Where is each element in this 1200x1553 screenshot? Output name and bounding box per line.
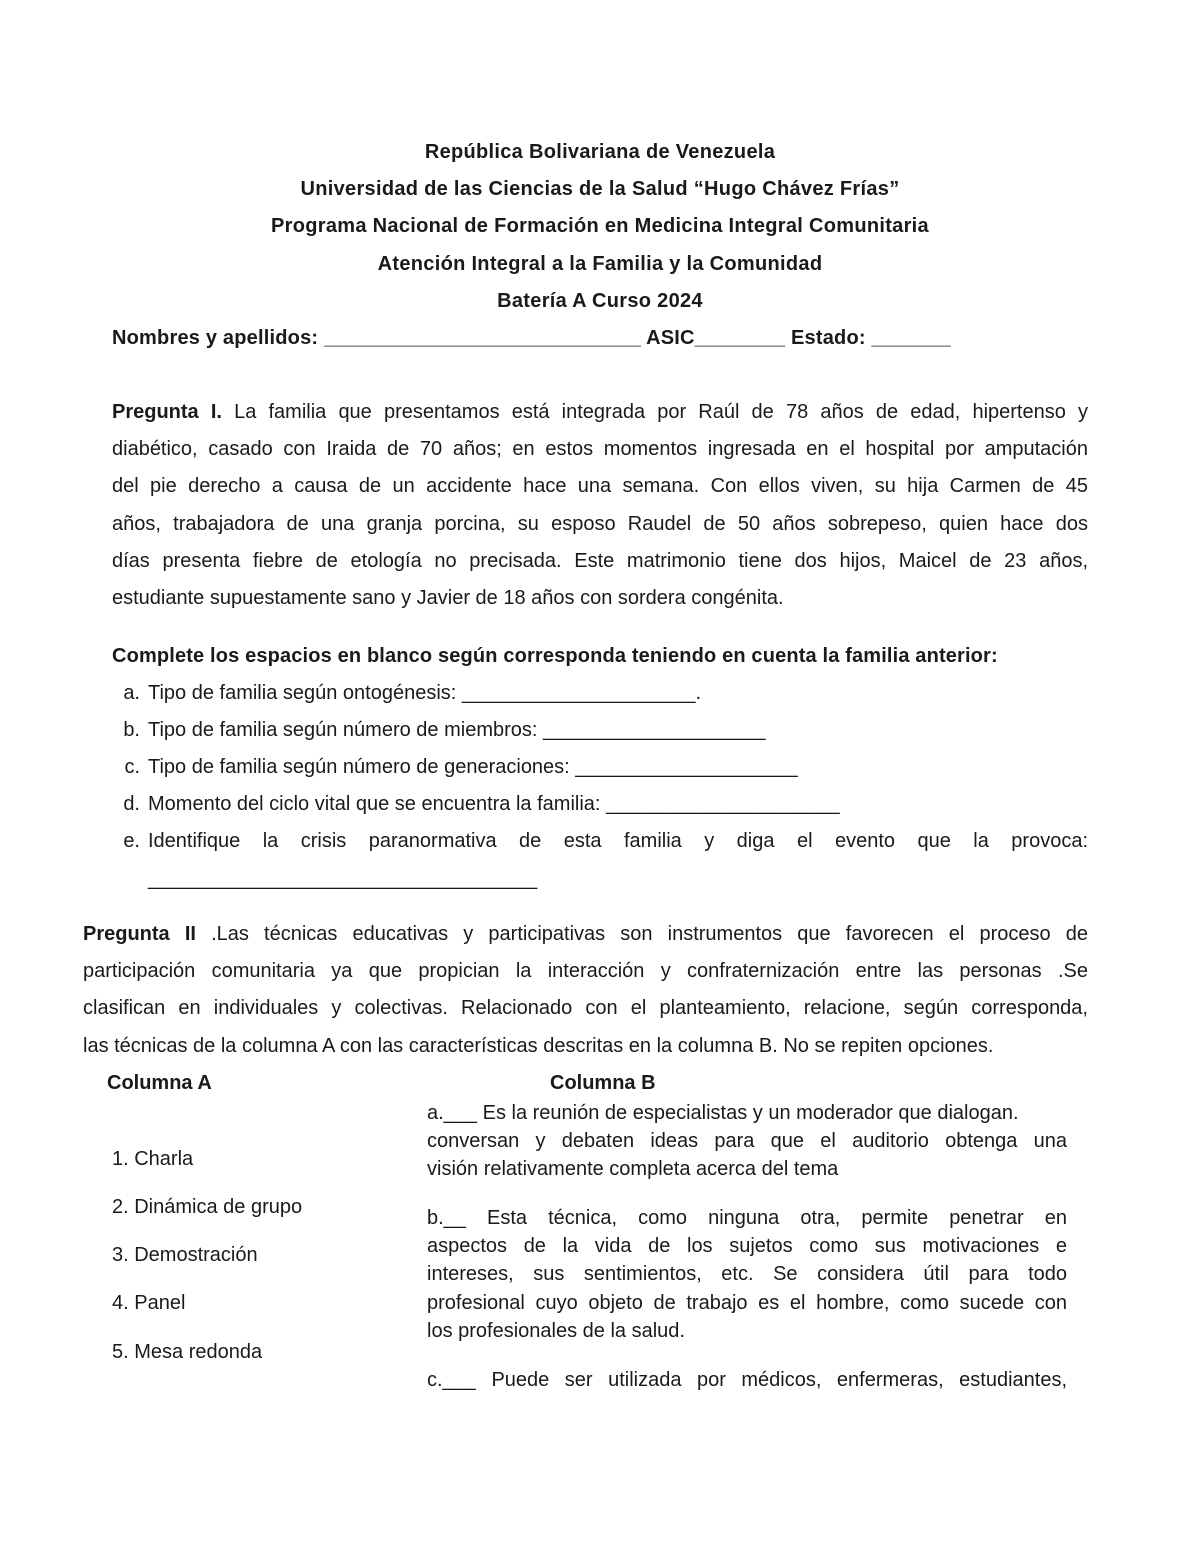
student-fields-line: Nombres y apellidos: ____________________________ ASIC________ Estado: _______ [112, 327, 951, 349]
header-program: Programa Nacional de Formación en Medicina Integral Comunitaria [271, 215, 929, 237]
pregunta-1-line: diabético, casado con Iraida de 70 años; en estos momentos ingresada en el hospital por amputación [112, 438, 1088, 461]
header-battery: Batería A Curso 2024 [497, 290, 703, 312]
column-b-title: Columna B [550, 1072, 656, 1094]
column-a-item: 1. Charla [112, 1148, 194, 1170]
pregunta-1-instruction: Complete los espacios en blanco según corresponda teniendo en cuenta la familia anterior: [112, 645, 998, 667]
column-a-item: 5. Mesa redonda [112, 1341, 263, 1363]
header-university: Universidad de las Ciencias de la Salud “Hugo Chávez Frías” [300, 178, 900, 200]
pregunta-1-label: Pregunta I. [112, 401, 222, 423]
list-item: b. Tipo de familia según número de miembros: ____________________ [123, 719, 766, 741]
column-a-item: 4. Panel [112, 1292, 186, 1314]
column-a-title: Columna A [107, 1072, 212, 1094]
list-item: d. Momento del ciclo vital que se encuentra la familia: _____________________ [123, 793, 840, 815]
column-a-item: 2. Dinámica de grupo [112, 1196, 303, 1218]
item-e-blank: ___________________________________ [148, 868, 538, 890]
pregunta-2-line: participación comunitaria ya que propician la interacción y confraternización entre las personas .Se [83, 960, 1088, 983]
pregunta-1-line: estudiante supuestamente sano y Javier de 18 años con sordera congénita. [112, 587, 784, 610]
pregunta-1-line: del pie derecho a causa de un accidente hace una semana. Con ellos viven, su hija Carmen de 45 [112, 475, 1088, 498]
list-item: a. Tipo de familia según ontogénesis: _____________________. [123, 682, 702, 704]
pregunta-1-paragraph [112, 394, 1088, 617]
header-country: República Bolivariana de Venezuela [424, 141, 776, 163]
pregunta-1-line: años, trabajadora de una granja porcina, su esposo Raudel de 50 años sobrepeso, quien hace dos [112, 512, 1088, 535]
list-item: e. Identifique la crisis paranormativa de esta familia y diga el evento que la provoca: [123, 830, 1088, 852]
pregunta-2-label: Pregunta II [83, 923, 196, 945]
pregunta-2-line: las técnicas de la columna A con las características descritas en la columna B. No se repiten opciones. [83, 1034, 994, 1057]
column-b-item: a.___ Es la reunión de especialistas y un moderador que dialogan. conversan y debaten ideas para que el auditorio obtenga una visión relativamente completa acerca del tema [427, 1102, 1067, 1181]
pregunta-1-line: Pregunta I. La familia que presentamos está integrada por Raúl de 78 años de edad, hipertenso y [112, 401, 1088, 423]
header-subject: Atención Integral a la Familia y la Comunidad [377, 253, 823, 275]
list-item: c. Tipo de familia según número de generaciones: ____________________ [124, 756, 798, 778]
pregunta-2-paragraph [83, 916, 1088, 1065]
column-a-item: 3. Demostración [112, 1244, 258, 1266]
pregunta-2-line: clasifican en individuales y colectivas. Relacionado con el planteamiento, relacione, según corresponda, [83, 997, 1088, 1020]
pregunta-2-line: Pregunta II .Las técnicas educativas y participativas son instrumentos que favorecen el proceso de [83, 923, 1088, 945]
column-b-item: b.__ Esta técnica, como ninguna otra, permite penetrar en aspectos de la vida de los sujetos como sus motivaciones e intereses, sus sentimientos, etc. Se considera útil para todo profesional cuyo objeto de trabajo es el hombre, como sucede con los profesionales de la salud. [427, 1207, 1067, 1342]
column-b-item: c.___ Puede ser utilizada por médicos, enfermeras, estudiantes, [427, 1369, 1067, 1391]
pregunta-1-line: días presenta fiebre de etología no precisada. Este matrimonio tiene dos hijos, Maicel de 23 años, [112, 549, 1088, 572]
